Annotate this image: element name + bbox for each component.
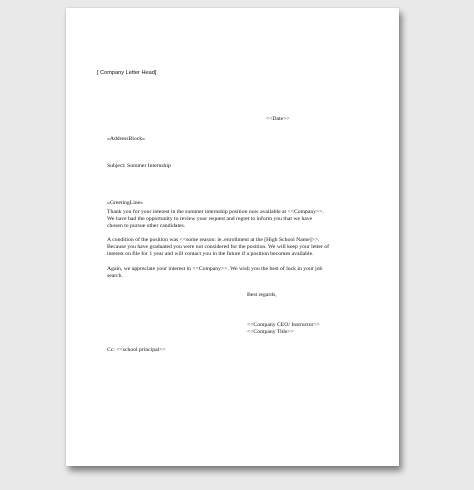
paragraph-1-line: chosen to pursue other candidates. — [107, 223, 186, 230]
paragraph-2-line: Because you have graduated you were not considered for the position. We will keep your letter of — [107, 244, 329, 251]
company-letter-head: [ Company Letter Head] — [97, 70, 157, 76]
paragraph-3 — [107, 266, 322, 280]
paragraph-1 — [107, 209, 324, 231]
paragraph-1-line: Thank you for your interest in the summer internship position now available at <<Company>>. — [107, 209, 324, 215]
paragraph-2 — [107, 237, 329, 259]
paragraph-1-line: We have had the opportunity to review your request and regret to inform you that we have — [107, 216, 313, 223]
signature-name: <<Company CEO/ Instructor>> — [247, 322, 320, 328]
paragraph-3-line: Again, we appreciate your interest in <<Company>>. We wish you the best of luck in your job — [107, 266, 323, 272]
cc-line: Cc: <<school principal>> — [107, 347, 166, 353]
signature-block — [247, 322, 320, 336]
signature-title: <<Company Title>> — [247, 329, 294, 336]
paragraph-2-line: A condition of the position was <<some reason: ie..enrollment at the [High School Name]>>. — [107, 237, 320, 243]
address-block: «AddressBlock» — [107, 136, 145, 142]
letter-date: <<Date>> — [266, 116, 290, 122]
letter-page — [66, 8, 399, 466]
paragraph-2-line: interest on file for 1 year and will contact you in the future if a position becomes available. — [107, 251, 314, 258]
paragraph-3-line: search. — [107, 273, 123, 280]
greeting-line: «GreetingLine» — [107, 200, 144, 206]
letter-subject: Subject: Summer Internship — [107, 163, 171, 169]
closing: Best regards, — [247, 292, 277, 298]
